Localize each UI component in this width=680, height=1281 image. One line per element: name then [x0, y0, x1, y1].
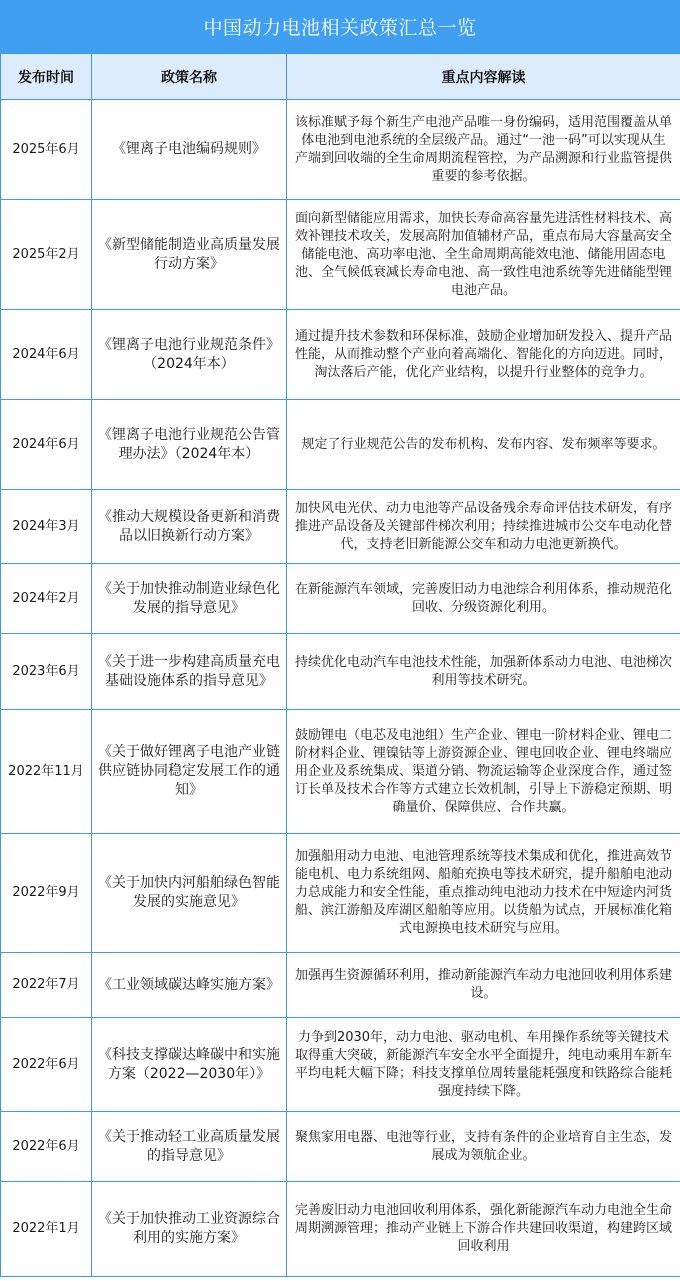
policy-name: 《关于加快推动工业资源综合利用的实施方案》	[92, 1182, 287, 1277]
policy-name: 《锂离子电池行业规范条件》（2024年本）	[92, 310, 287, 400]
policy-content: 在新能源汽车领域，完善废旧动力电池综合利用体系，推动规范化回收、分级资源化利用。	[287, 564, 680, 634]
table-row	[1, 1182, 680, 1277]
policy-content: 力争到2030年，动力电池、驱动电机、车用操作系统等关键技术取得重大突破，新能源汽车安全水平全面提升，纯电动乘用车新车平均电耗大幅下降；科技支撑单位周转量能耗强度和铁路综合能耗强度持续下降。	[287, 1018, 680, 1112]
table-row	[1, 100, 680, 200]
policy-date: 2022年6月	[1, 1112, 92, 1182]
policy-name: 《锂离子电池行业规范公告管理办法》（2024年本）	[92, 400, 287, 490]
table-row	[1, 953, 680, 1018]
header-date: 发布时间	[1, 54, 92, 100]
policy-name: 《关于加快内河船舶绿色智能发展的实施意见》	[92, 834, 287, 953]
table-body	[1, 100, 680, 1277]
page-title: 中国动力电池相关政策汇总一览	[0, 0, 680, 53]
policy-content: 鼓励锂电（电芯及电池组）生产企业、锂电一阶材料企业、锂电二阶材料企业、锂镍钴等上游资源企业、锂电回收企业、锂电终端应用企业及系统集成、渠道分销、物流运输等企业深度合作，通过签订长单及技术合作等方式建立长效机制，引导上下游稳定预期、明确量价、保障供应、合作共赢。	[287, 710, 680, 834]
policy-name: 《科技支撑碳达峰碳中和实施方案（2022—2030年）》	[92, 1018, 287, 1112]
policy-name: 《推动大规模设备更新和消费品以旧换新行动方案》	[92, 490, 287, 564]
policy-date: 2025年6月	[1, 100, 92, 200]
table-row	[1, 1018, 680, 1112]
policy-content: 完善废旧动力电池回收利用体系，强化新能源汽车动力电池全生命周期溯源管理；推动产业链上下游合作共建回收渠道，构建跨区域回收利用	[287, 1182, 680, 1277]
policy-name: 《锂离子电池编码规则》	[92, 100, 287, 200]
policy-date: 2023年6月	[1, 634, 92, 710]
policy-content: 加强船用动力电池、电池管理系统等技术集成和优化，推进高效节能电机、电力系统组网、船舶充换电等技术研究，提升船舶电池动力总成能力和安全性能，重点推动纯电池动力技术在中短途内河货船、滨江游船及库湖区船舶等应用。以货船为试点，开展标准化箱式电源换电技术研究与应用。	[287, 834, 680, 953]
policy-date: 2022年11月	[1, 710, 92, 834]
policy-content: 聚焦家用电器、电池等行业，支持有条件的企业培育自主生态，发展成为领航企业。	[287, 1112, 680, 1182]
policy-date: 2024年3月	[1, 490, 92, 564]
policy-date: 2025年2月	[1, 200, 92, 310]
policy-date: 2024年6月	[1, 400, 92, 490]
table-row	[1, 200, 680, 310]
table-row	[1, 710, 680, 834]
table-row	[1, 400, 680, 490]
policy-content: 加强再生资源循环利用，推动新能源汽车动力电池回收利用体系建设。	[287, 953, 680, 1018]
policy-date: 2022年9月	[1, 834, 92, 953]
policy-date: 2022年7月	[1, 953, 92, 1018]
header-key-content: 重点内容解读	[287, 54, 680, 100]
header-policy-name: 政策名称	[92, 54, 287, 100]
table-row	[1, 564, 680, 634]
policy-name: 《关于做好锂离子电池产业链供应链协同稳定发展工作的通知》	[92, 710, 287, 834]
policy-content: 通过提升技术参数和环保标准，鼓励企业增加研发投入、提升产品性能，从而推动整个产业向着高端化、智能化的方向迈进。同时，淘汰落后产能，优化产业结构，以提升行业整体的竞争力。	[287, 310, 680, 400]
policy-name: 《工业领域碳达峰实施方案》	[92, 953, 287, 1018]
table-header-row	[1, 54, 680, 100]
policy-date: 2024年2月	[1, 564, 92, 634]
policy-name: 《新型储能制造业高质量发展行动方案》	[92, 200, 287, 310]
table-row	[1, 490, 680, 564]
policy-content: 面向新型储能应用需求，加快长寿命高容量先进活性材料技术、高效补锂技术攻关，发展高附加值辅材产品，重点布局大容量高安全储能电池、高功率电池、全生命周期高能效电池、储能用固态电池、全气候低衰减长寿命电池、高一致性电池系统等先进储能型锂电池产品。	[287, 200, 680, 310]
policy-name: 《关于进一步构建高质量充电基础设施体系的指导意见》	[92, 634, 287, 710]
table-row	[1, 1112, 680, 1182]
policy-date: 2024年6月	[1, 310, 92, 400]
table-bottom-border	[0, 1276, 680, 1281]
table-row	[1, 834, 680, 953]
policy-name: 《关于推动轻工业高质量发展的指导意见》	[92, 1112, 287, 1182]
policy-table	[0, 53, 680, 1277]
policy-content: 规定了行业规范公告的发布机构、发布内容、发布频率等要求。	[287, 400, 680, 490]
policy-date: 2022年1月	[1, 1182, 92, 1277]
table-row	[1, 634, 680, 710]
policy-content: 持续优化电动汽车电池技术性能，加强新体系动力电池、电池梯次利用等技术研究。	[287, 634, 680, 710]
policy-content: 该标准赋予每个新生产电池产品唯一身份编码，适用范围覆盖从单体电池到电池系统的全层级产品。通过“一池一码”可以实现从生产端到回收端的全生命周期流程管控，为产品溯源和行业监管提供重要的参考依据。	[287, 100, 680, 200]
policy-name: 《关于加快推动制造业绿色化发展的指导意见》	[92, 564, 287, 634]
policy-date: 2022年6月	[1, 1018, 92, 1112]
table-row	[1, 310, 680, 400]
policy-content: 加快风电光伏、动力电池等产品设备残余寿命评估技术研发，有序推进产品设备及关键部件梯次利用；持续推进城市公交车电动化替代，支持老旧新能源公交车和动力电池更新换代。	[287, 490, 680, 564]
